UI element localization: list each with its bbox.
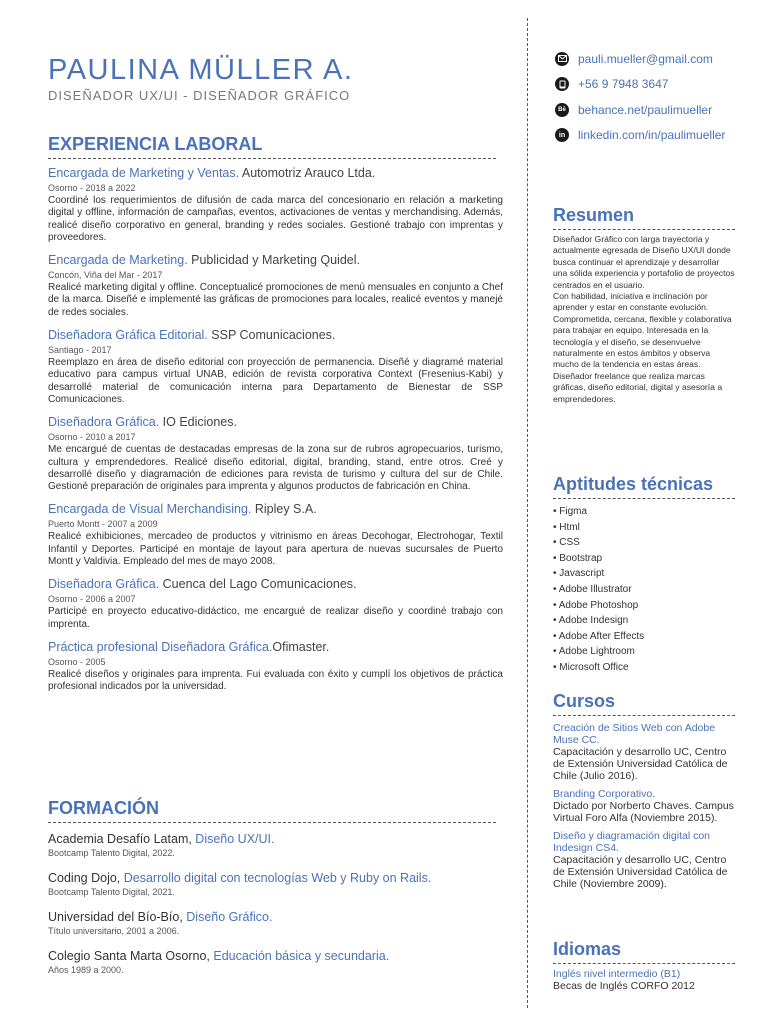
job-description: Participé en proyecto educativo-didáctico, me encargué de realizar diseño y coordiné trabajo con imprenta. xyxy=(48,606,503,630)
job-company: Automotriz Arauco Ltda. xyxy=(239,166,376,180)
job-meta: Concón, Viña del Mar - 2017 xyxy=(48,270,163,281)
course-name: Branding Corporativo. xyxy=(553,788,656,800)
course-entry xyxy=(553,788,735,824)
job-entry xyxy=(48,166,503,244)
education-program: Desarrollo digital con tecnologías Web y Ruby on Rails. xyxy=(123,871,432,885)
course-description: Capacitación y desarrollo UC, Centro de Extensión Universidad Católica de Chile (Julio 2016). xyxy=(553,746,728,782)
job-meta: Puerto Montt - 2007 a 2009 xyxy=(48,519,158,530)
courses-section xyxy=(553,691,735,890)
education-meta: Bootcamp Talento Digital, 2021. xyxy=(48,887,175,897)
course-description: Dictado por Norberto Chaves. Campus Virtual Foro Alfa (Noviembre 2015). xyxy=(553,800,734,824)
candidate-subtitle: DISEÑADOR UX/UI - DISEÑADOR GRÁFICO xyxy=(48,88,351,103)
job-entry xyxy=(48,502,503,568)
skill-item: • Bootstrap xyxy=(553,552,603,564)
skill-item: • Adobe After Effects xyxy=(553,630,645,642)
job-company: Ripley S.A. xyxy=(251,502,317,517)
job-heading xyxy=(48,502,503,517)
education-program: Educación básica y secundaria. xyxy=(213,949,390,963)
experience-section-title: EXPERIENCIA LABORAL xyxy=(48,134,496,159)
job-role: Encargada de Marketing. xyxy=(48,253,188,268)
course-entry xyxy=(553,722,735,782)
education-school: Coding Dojo, xyxy=(48,871,124,885)
summary-paragraph: Diseñador freelance que realiza marcas gráficas, diseño editorial, digital y asesoría a emprendedores. xyxy=(553,370,723,404)
candidate-name: PAULINA MÜLLER A. xyxy=(48,54,354,86)
skill-item: • Adobe Photoshop xyxy=(553,599,639,611)
summary-paragraph: Diseñador Gráfico con larga trayectoria y actualmente egresada de Diseño UX/UI donde busca continuar el aprendizaje y desarrollar una sólida experiencia y portafolio de proyectos centrados en el usuario. xyxy=(553,234,735,290)
job-role: Encargada de Marketing y Ventas. xyxy=(48,166,240,180)
contact-phone[interactable] xyxy=(555,72,755,98)
job-role: Diseñadora Gráfica. xyxy=(48,415,160,430)
job-heading xyxy=(48,328,503,343)
summary-section xyxy=(553,205,735,405)
job-entry xyxy=(48,253,503,319)
behance-icon: Bē xyxy=(555,103,569,117)
education-heading xyxy=(48,949,503,964)
job-meta: Osorno - 2010 a 2017 xyxy=(48,432,136,443)
job-heading xyxy=(48,415,503,430)
education-meta: Años 1989 a 2000. xyxy=(48,965,124,975)
education-school: Academia Desafío Latam, xyxy=(48,832,196,846)
job-meta: Osorno - 2006 a 2007 xyxy=(48,594,136,605)
job-description: Me encargué de cuentas de destacadas empresas de la zona sur de rubros agropecuarios, turismo, cultura y emprendedores. Realicé diseño editorial, digital, branding, stand, entre otros. Creé y desarrollé diseño y diagramación de ediciones para revista de turismo y cultura del sur de Chile. Gestioné preparación de originales para imprenta y algunos productos de fabricación en China. xyxy=(48,444,503,493)
contact-behance-text[interactable]: behance.net/paulimueller xyxy=(578,102,713,117)
job-description: Realicé marketing digital y offline. Conceptualicé promociones de menú mensuales en conjunto a Chef de la marca. Diseñé e implementé las gráficas de promociones para locales, realicé eventos y manejé de redes sociales. xyxy=(48,282,503,318)
education-program: Diseño Gráfico. xyxy=(186,910,273,924)
job-heading xyxy=(48,166,503,181)
course-description: Capacitación y desarrollo UC, Centro de Extensión Universidad Católica de Chile (Noviembre 2009). xyxy=(553,854,728,890)
language-description: Becas de Inglés CORFO 2012 xyxy=(553,980,695,992)
phone-icon xyxy=(555,77,569,91)
skill-item: • Adobe Lightroom xyxy=(553,646,635,658)
email-icon xyxy=(555,52,569,66)
contact-list xyxy=(555,46,755,148)
languages-title: Idiomas xyxy=(553,939,735,964)
job-entry xyxy=(48,577,503,631)
skills-list xyxy=(553,504,735,676)
language-name: Inglés nivel intermedio (B1) xyxy=(553,968,681,980)
job-heading xyxy=(48,577,503,592)
job-company: SSP Comunicaciones. xyxy=(207,328,336,343)
job-description: Coordiné los requerimientos de difusión de cada marca del concesionario en relación a marketing digital y offline, información de campañas, eventos, activaciones de ventas y merchandising. Además, realicé diseño corporativo en general, branding y redes sociales. Gestioné trabajo con imprentas y proveedores. xyxy=(48,195,503,243)
education-school: Colegio Santa Marta Osorno, xyxy=(48,949,214,963)
education-entry xyxy=(48,949,503,976)
course-name: Creación de Sitios Web con Adobe Muse CC. xyxy=(553,722,716,746)
summary-text xyxy=(553,234,735,405)
courses-title: Cursos xyxy=(553,691,735,716)
skill-item: • Javascript xyxy=(553,568,605,580)
job-description: Reemplazo en área de diseño editorial con proyección de permanencia. Diseñé y diagramé material educativo para campus virtual UNAB, edición de revista corporativa Context (Fresenius-Kabi) y desarrollé material de comunicación interna para Departamento de Bienestar de SSP Comunicaciones. xyxy=(48,357,503,405)
contact-linkedin-text[interactable]: linkedin.com/in/paulimueller xyxy=(578,128,726,143)
skill-item: • Microsoft Office xyxy=(553,661,629,673)
contact-phone-text[interactable]: +56 9 7948 3647 xyxy=(578,77,669,92)
job-role: Diseñadora Gráfica. xyxy=(48,577,160,592)
experience-list xyxy=(48,166,503,703)
contact-email[interactable] xyxy=(555,46,755,72)
job-company: IO Ediciones. xyxy=(159,415,237,430)
summary-title: Resumen xyxy=(553,205,735,230)
skill-item: • Adobe Illustrator xyxy=(553,583,632,595)
job-role: Práctica profesional Diseñadora Gráfica. xyxy=(48,639,273,654)
skill-item: • Adobe Indesign xyxy=(553,615,629,627)
skill-item: • Figma xyxy=(553,506,588,517)
job-entry xyxy=(48,415,503,493)
job-meta: Osorno - 2005 xyxy=(48,656,106,667)
education-meta: Bootcamp Talento Digital, 2022. xyxy=(48,848,175,858)
education-program: Diseño UX/UI. xyxy=(195,832,275,846)
resume-header xyxy=(48,54,503,103)
education-school: Universidad del Bío-Bío, xyxy=(48,910,187,924)
education-heading xyxy=(48,910,503,925)
column-divider xyxy=(527,18,528,1008)
job-company: Ofimaster. xyxy=(272,639,330,654)
job-meta: Osorno - 2018 a 2022 xyxy=(48,183,136,193)
course-name: Diseño y diagramación digital con Indesign CS4. xyxy=(553,830,711,854)
education-heading xyxy=(48,832,503,847)
language-entry xyxy=(553,968,735,992)
job-entry xyxy=(48,640,503,694)
education-meta: Título universitario, 2001 a 2006. xyxy=(48,926,180,936)
education-entry xyxy=(48,832,503,859)
contact-behance[interactable] xyxy=(555,97,755,123)
skill-item: • CSS xyxy=(553,537,580,549)
education-heading xyxy=(48,871,503,886)
job-heading xyxy=(48,253,503,268)
job-role: Encargada de Visual Merchandising. xyxy=(48,502,252,517)
job-role: Diseñadora Gráfica Editorial. xyxy=(48,328,208,343)
education-list xyxy=(48,832,503,988)
job-heading xyxy=(48,640,503,655)
skill-item: • Html xyxy=(553,521,580,533)
job-meta: Santiago - 2017 xyxy=(48,345,112,356)
job-description: Realicé exhibiciones, mercadeo de productos y vitrinismo en áreas Decohogar, Electrohogar, Textil Infantil y Deportes. Participé en montaje de layout para apertura de nuevas sucursales de Puerto Montt y Valdivia. Empleado del mes de mayo 2008. xyxy=(48,531,503,568)
job-description: Realicé diseños y originales para imprenta. Fui evaluada con éxito y cumplí los objetivos de práctica profesional indicados por la universidad. xyxy=(48,668,503,693)
education-entry xyxy=(48,910,503,937)
contact-linkedin[interactable] xyxy=(555,123,755,149)
job-company: Publicidad y Marketing Quidel. xyxy=(187,253,360,268)
job-company: Cuenca del Lago Comunicaciones. xyxy=(159,577,357,592)
course-entry xyxy=(553,830,735,890)
education-section-title: FORMACIÓN xyxy=(48,798,496,823)
job-entry xyxy=(48,328,503,406)
summary-paragraph: Con habilidad, iniciativa e inclinación por aprender y estar en constante evolución. Comprometida, cercana, flexible y colaborativa para trabajar en equipo. Interesada en la tecnología y el diseño, se desenvuelve naturalmente en estos ámbitos y observa mucho de la tendencia en estas áreas. xyxy=(553,291,732,370)
education-entry xyxy=(48,871,503,898)
contact-email-text[interactable]: pauli.mueller@gmail.com xyxy=(578,51,713,66)
languages-section xyxy=(553,939,735,992)
linkedin-icon: in xyxy=(555,128,569,142)
skills-section xyxy=(553,474,735,676)
skills-title: Aptitudes técnicas xyxy=(553,474,735,499)
